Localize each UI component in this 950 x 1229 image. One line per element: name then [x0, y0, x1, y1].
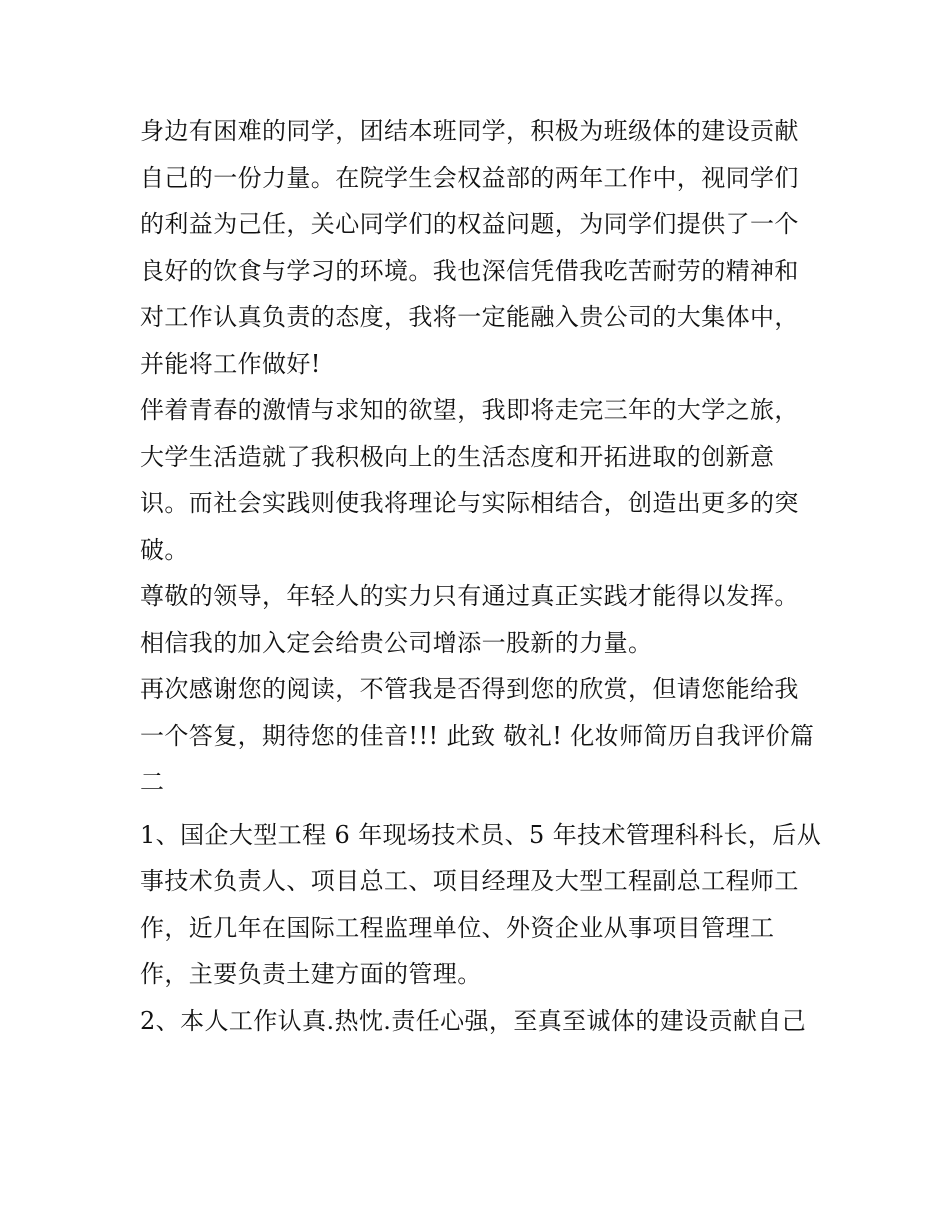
text-line: 大学生活造就了我积极向上的生活态度和开拓进取的创新意	[140, 442, 775, 471]
text-line: 相信我的加入定会给贵公司增添一股新的力量。	[140, 628, 653, 657]
text-line: 良好的饮食与学习的环境。我也深信凭借我吃苦耐劳的精神和	[140, 256, 799, 285]
text-line: 自己的一份力量。在院学生会权益部的两年工作中，视同学们	[140, 163, 799, 192]
text-line: 作，近几年在国际工程监理单位、外资企业从事项目管理工	[140, 913, 775, 942]
text-line: 事技术负责人、项目总工、项目经理及大型工程副总工程师工	[140, 867, 799, 895]
document-body	[140, 108, 830, 1044]
text-line: 识。而社会实践则使我将理论与实际相结合，创造出更多的突	[140, 489, 799, 517]
text-line: 的利益为己任，关心同学们的权益问题，为同学们提供了一个	[140, 210, 799, 238]
text-line: 身边有困难的同学，团结本班同学，积极为班级体的建设贡献	[140, 117, 799, 145]
text-line: 尊敬的领导，年轻人的实力只有通过真正实践才能得以发挥。	[140, 582, 799, 610]
text-line: 1、国企大型工程 6 年现场技术员、5 年技术管理科科长，后从	[140, 820, 822, 849]
text-line: 作，主要负责土建方面的管理。	[140, 960, 482, 988]
text-line: 2、本人工作认真.热忱.责任心强，至真至诚体的建设贡献自己	[140, 1006, 807, 1035]
text-line: 对工作认真负责的态度，我将一定能融入贵公司的大集体中，	[140, 303, 799, 331]
text-line: 再次感谢您的阅读，不管我是否得到您的欣赏，但请您能给我	[140, 675, 799, 703]
text-line: 二	[140, 768, 165, 796]
text-line: 伴着青春的激情与求知的欲望，我即将走完三年的大学之旅，	[140, 396, 799, 424]
text-line: 一个答复，期待您的佳音!!! 此致 敬礼! 化妆师简历自我评价篇	[140, 721, 815, 750]
text-line: 破。	[140, 535, 189, 564]
text-line: 并能将工作做好!	[140, 349, 321, 378]
